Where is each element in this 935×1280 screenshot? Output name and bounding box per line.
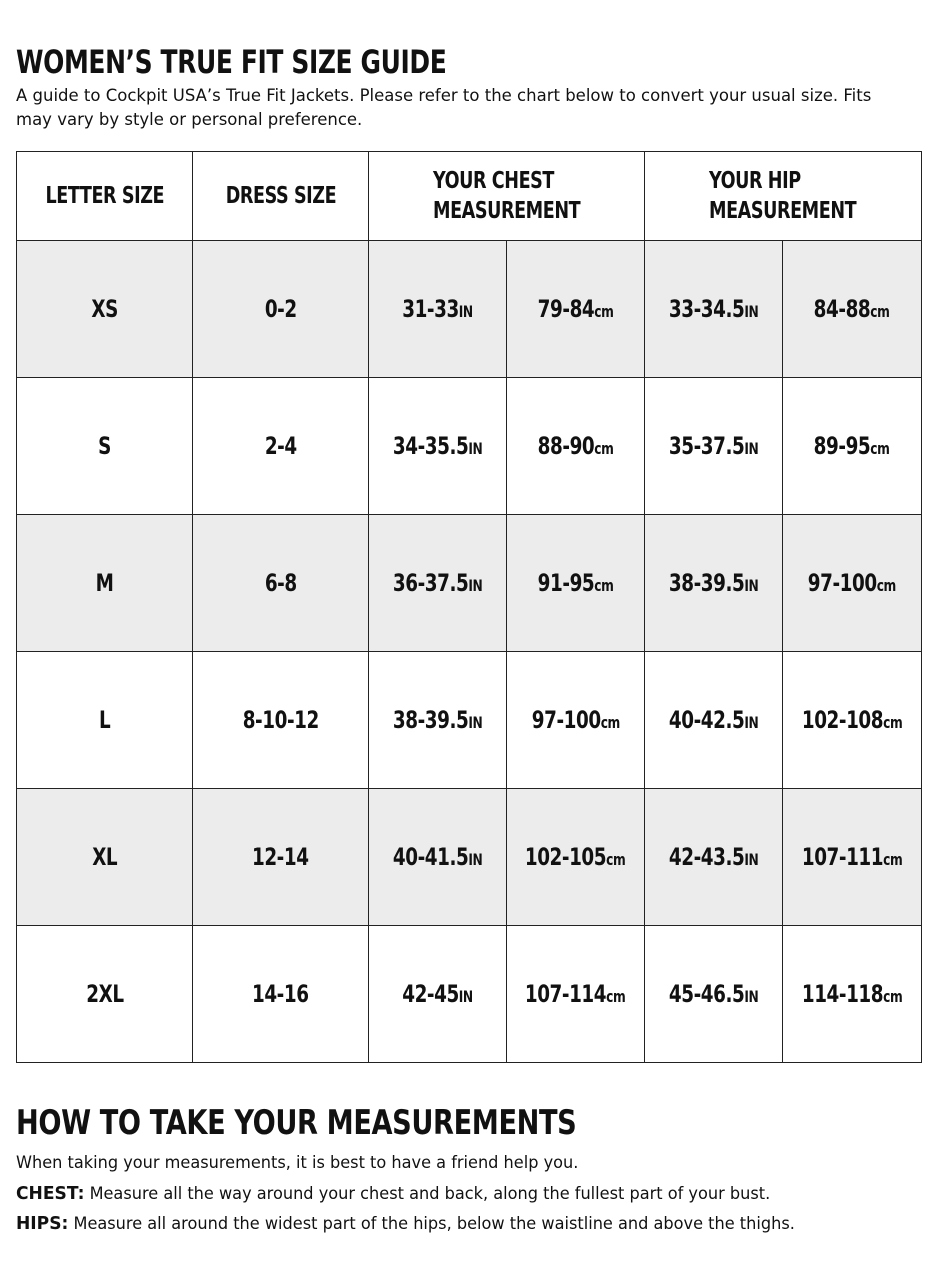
header-dress-size-label: DRESS SIZE	[225, 183, 336, 209]
measurements-title: HOW TO TAKE YOUR MEASUREMENTS	[16, 1103, 577, 1143]
unit-label: IN	[744, 302, 759, 321]
chest-cm-cell	[507, 378, 645, 515]
hip-inches-cell	[645, 378, 783, 515]
table-row	[17, 926, 922, 1063]
chest-cm-cell	[507, 241, 645, 378]
chest-inches-cell-content	[393, 843, 482, 871]
chest-cm-cell-value: 107-114	[525, 980, 607, 1008]
chest-inches-cell-value: 38-39.5	[392, 706, 469, 734]
chest-inches-cell	[369, 926, 507, 1063]
chest-inches-cell-content	[402, 980, 473, 1008]
hip-inches-cell	[645, 652, 783, 789]
hip-cm-cell-content	[814, 432, 890, 460]
dress-size-cell-content	[265, 432, 297, 460]
header-chest-line1: YOUR CHEST	[433, 168, 554, 194]
chest-cm-cell-value: 88-90	[537, 432, 595, 460]
hip-cm-cell	[783, 789, 922, 926]
letter-size-cell-value: M	[95, 569, 114, 597]
letter-size-cell-value: XS	[91, 295, 118, 323]
hip-inches-cell	[645, 241, 783, 378]
hip-inches-cell-value: 40-42.5	[668, 706, 745, 734]
hip-inches-cell-value: 35-37.5	[668, 432, 745, 460]
dress-size-cell-value: 14-16	[252, 980, 309, 1008]
unit-label: IN	[458, 302, 473, 321]
header-letter-size-label: LETTER SIZE	[45, 183, 164, 209]
table-row	[17, 241, 922, 378]
table-header-row	[17, 152, 922, 241]
chest-cm-cell-content	[525, 980, 625, 1008]
hip-inches-cell-content	[669, 843, 758, 871]
unit-label: IN	[744, 576, 759, 595]
letter-size-cell	[17, 652, 193, 789]
hip-cm-cell	[783, 926, 922, 1063]
hip-inches-cell-value: 45-46.5	[668, 980, 745, 1008]
chest-inches-cell-value: 40-41.5	[392, 843, 469, 871]
dress-size-cell	[193, 241, 369, 378]
chest-inches-cell-value: 42-45	[402, 980, 459, 1008]
dress-size-cell	[193, 789, 369, 926]
dress-size-cell	[193, 378, 369, 515]
chest-cm-cell-content	[525, 843, 625, 871]
chest-cm-cell	[507, 515, 645, 652]
header-hip-line1: YOUR HIP	[709, 168, 801, 194]
hip-cm-cell-value: 97-100	[807, 569, 877, 597]
unit-label: IN	[744, 439, 759, 458]
unit-label: cm	[870, 302, 890, 321]
hip-cm-cell-value: 84-88	[814, 295, 871, 323]
unit-label: IN	[744, 987, 759, 1006]
unit-label: IN	[468, 576, 483, 595]
page-title: WOMEN’S TRUE FIT SIZE GUIDE	[16, 43, 447, 81]
chest-label: CHEST:	[16, 1183, 85, 1204]
dress-size-cell-value: 8-10-12	[242, 706, 319, 734]
chest-instruction-text: Measure all the way around your chest and back, along the fullest part of your bust.	[89, 1184, 771, 1204]
chest-inches-cell-content	[393, 569, 482, 597]
chest-instruction	[16, 1183, 770, 1205]
hip-cm-cell	[783, 241, 922, 378]
hips-label: HIPS:	[16, 1213, 69, 1234]
hip-inches-cell-content	[669, 295, 758, 323]
chest-inches-cell	[369, 241, 507, 378]
dress-size-cell-value: 12-14	[252, 843, 309, 871]
hip-inches-cell	[645, 789, 783, 926]
letter-size-cell	[17, 789, 193, 926]
letter-size-cell-value: S	[98, 432, 111, 460]
hip-cm-cell	[783, 652, 922, 789]
hip-cm-cell-content	[802, 706, 902, 734]
letter-size-cell-content	[92, 843, 117, 871]
chest-cm-cell	[507, 926, 645, 1063]
unit-label: cm	[594, 302, 614, 321]
hip-cm-cell-content	[802, 843, 902, 871]
table-row	[17, 652, 922, 789]
dress-size-cell-content	[265, 569, 297, 597]
header-dress-size	[193, 152, 369, 241]
chest-inches-cell	[369, 378, 507, 515]
hip-inches-cell-content	[669, 432, 758, 460]
letter-size-cell	[17, 378, 193, 515]
unit-label: cm	[883, 850, 903, 869]
unit-label: cm	[594, 576, 614, 595]
chest-cm-cell	[507, 789, 645, 926]
dress-size-cell-value: 6-8	[264, 569, 297, 597]
hip-cm-cell-value: 114-118	[801, 980, 884, 1008]
unit-label: cm	[606, 850, 626, 869]
hip-inches-cell	[645, 926, 783, 1063]
chest-cm-cell-content	[538, 295, 614, 323]
hip-inches-cell-value: 38-39.5	[668, 569, 745, 597]
unit-label: cm	[600, 713, 620, 732]
chest-cm-cell-value: 102-105	[525, 843, 607, 871]
header-chest-line2: MEASUREMENT	[433, 198, 581, 224]
unit-label: cm	[870, 439, 890, 458]
hip-inches-cell-content	[669, 706, 758, 734]
chest-cm-cell-value: 79-84	[537, 295, 595, 323]
unit-label: cm	[606, 987, 626, 1006]
hips-instruction-text: Measure all around the widest part of the hips, below the waistline and above the thighs.	[73, 1214, 795, 1234]
chest-cm-cell	[507, 652, 645, 789]
dress-size-cell	[193, 926, 369, 1063]
hip-inches-cell-content	[669, 569, 758, 597]
chest-inches-cell	[369, 515, 507, 652]
chest-inches-cell-content	[402, 295, 473, 323]
chest-inches-cell-content	[393, 706, 482, 734]
unit-label: cm	[594, 439, 614, 458]
dress-size-cell	[193, 515, 369, 652]
unit-label: cm	[883, 713, 903, 732]
hip-cm-cell-value: 102-108	[801, 706, 884, 734]
letter-size-cell-content	[91, 295, 118, 323]
header-hip-measurement	[645, 152, 922, 241]
size-chart-table	[16, 151, 922, 1063]
hip-cm-cell-value: 107-111	[801, 843, 884, 871]
size-rows	[17, 241, 922, 1063]
table-row	[17, 378, 922, 515]
chest-inches-cell-value: 31-33	[402, 295, 459, 323]
intro-text: A guide to Cockpit USA’s True Fit Jackets. Please refer to the chart below to convert your usual size. Fits may vary by style or personal preference.	[16, 86, 872, 129]
letter-size-cell-value: XL	[91, 843, 117, 871]
unit-label: IN	[468, 713, 483, 732]
hip-inches-cell	[645, 515, 783, 652]
dress-size-cell-content	[252, 980, 309, 1008]
header-chest-measurement	[369, 152, 645, 241]
dress-size-cell-content	[265, 295, 297, 323]
header-chest-text	[433, 166, 580, 226]
chest-inches-cell-content	[393, 432, 482, 460]
chest-inches-cell-value: 34-35.5	[392, 432, 469, 460]
measurements-intro: When taking your measurements, it is best to have a friend help you.	[16, 1153, 579, 1173]
chest-inches-cell	[369, 789, 507, 926]
letter-size-cell-content	[86, 980, 123, 1008]
dress-size-cell-value: 2-4	[264, 432, 297, 460]
unit-label: IN	[468, 439, 483, 458]
letter-size-cell-content	[99, 706, 110, 734]
dress-size-cell-value: 0-2	[264, 295, 297, 323]
letter-size-cell	[17, 515, 193, 652]
chest-cm-cell-content	[538, 569, 614, 597]
table-row	[17, 789, 922, 926]
hip-cm-cell	[783, 515, 922, 652]
hip-inches-cell-content	[669, 980, 758, 1008]
hip-inches-cell-value: 42-43.5	[668, 843, 745, 871]
unit-label: IN	[744, 713, 759, 732]
letter-size-cell	[17, 926, 193, 1063]
unit-label: IN	[468, 850, 483, 869]
chest-cm-cell-content	[531, 706, 619, 734]
letter-size-cell-content	[96, 569, 114, 597]
hip-cm-cell-content	[802, 980, 902, 1008]
letter-size-cell	[17, 241, 193, 378]
letter-size-cell-content	[98, 432, 111, 460]
header-hip-line2: MEASUREMENT	[709, 198, 857, 224]
chest-inches-cell	[369, 652, 507, 789]
table-row	[17, 515, 922, 652]
letter-size-cell-value: 2XL	[85, 980, 124, 1008]
dress-size-cell	[193, 652, 369, 789]
letter-size-cell-value: L	[98, 706, 111, 734]
chest-inches-cell-value: 36-37.5	[392, 569, 469, 597]
chest-cm-cell-content	[538, 432, 614, 460]
hips-instruction	[16, 1213, 795, 1235]
hip-cm-cell-value: 89-95	[814, 432, 871, 460]
chest-cm-cell-value: 91-95	[537, 569, 595, 597]
unit-label: cm	[876, 576, 897, 595]
header-letter-size	[17, 152, 193, 241]
unit-label: IN	[458, 987, 473, 1006]
chest-cm-cell-value: 97-100	[531, 706, 601, 734]
hip-cm-cell-content	[814, 295, 890, 323]
unit-label: cm	[883, 987, 903, 1006]
dress-size-cell-content	[252, 843, 309, 871]
header-hip-text	[709, 166, 856, 226]
hip-inches-cell-value: 33-34.5	[668, 295, 745, 323]
hip-cm-cell-content	[808, 569, 896, 597]
hip-cm-cell	[783, 378, 922, 515]
dress-size-cell-content	[242, 706, 318, 734]
unit-label: IN	[744, 850, 759, 869]
